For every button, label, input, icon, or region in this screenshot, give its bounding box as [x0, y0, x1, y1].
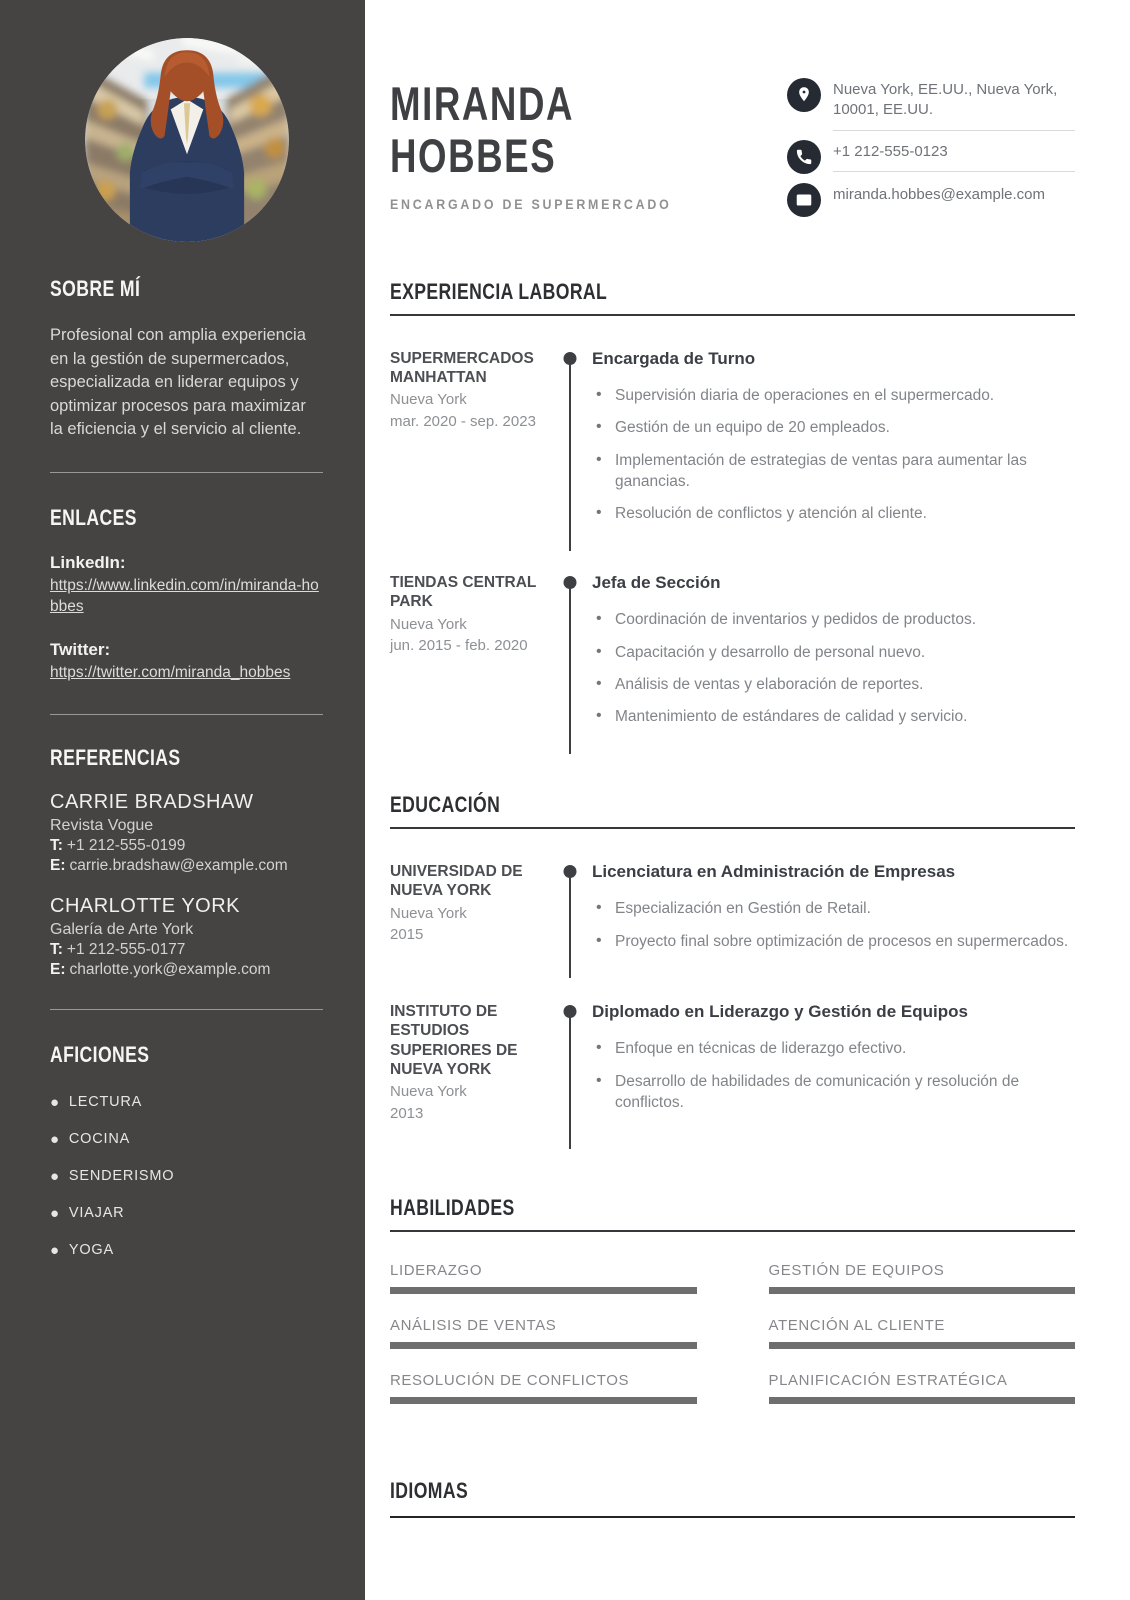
hobby-label: SENDERISMO	[68, 1168, 175, 1185]
skill-bar	[769, 1287, 1076, 1294]
role-subtitle: ENCARGADO DE SUPERMERCADO	[390, 197, 672, 213]
education-heading: EDUCACIÓN	[390, 791, 501, 817]
bullet-item: • Resolución de conflictos y atención al cliente.	[592, 503, 1075, 524]
link-item-twitter	[50, 640, 323, 684]
phone-icon	[787, 140, 821, 174]
reference-card	[50, 791, 323, 875]
phone-label: T:	[50, 836, 63, 854]
skill-item	[769, 1317, 1076, 1349]
skill-bar	[390, 1287, 697, 1294]
job-title: Encargada de Turno	[592, 348, 756, 368]
timeline-line	[569, 1014, 571, 1150]
company-location: Nueva York	[390, 615, 467, 633]
about-heading: SOBRE MÍ	[50, 276, 141, 301]
phone-value: +1 212-555-0199	[66, 836, 186, 854]
timeline	[548, 573, 592, 728]
hobby-item	[50, 1094, 323, 1111]
entry-dates: 2013	[390, 1104, 424, 1122]
email-label: E:	[50, 960, 66, 978]
page-title	[390, 78, 787, 181]
linkedin-label: LinkedIn:	[50, 552, 126, 572]
timeline-line	[569, 585, 571, 754]
hobby-label: COCINA	[68, 1131, 131, 1148]
contact-row-location	[787, 78, 1075, 131]
bullet-item: • Enfoque en técnicas de liderazgo efectivo.	[592, 1038, 1075, 1059]
bullet-item: • Supervisión diaria de operaciones en el supermercado.	[592, 385, 1075, 406]
school-location: Nueva York	[390, 1083, 467, 1101]
school-name: INSTITUTO DE ESTUDIOS SUPERIORES DE NUEVA YORK	[390, 1002, 518, 1079]
name-block	[390, 78, 787, 217]
reference-email	[50, 961, 323, 979]
bullet-item: • Coordinación de inventarios y pedidos de productos.	[592, 609, 1075, 630]
skill-bar	[769, 1342, 1076, 1349]
languages-heading: IDIOMAS	[390, 1478, 469, 1504]
company-location: Nueva York	[390, 391, 467, 409]
hobbies-heading: AFICIONES	[50, 1041, 150, 1067]
reference-name: CHARLOTTE YORK	[50, 894, 240, 917]
sidebar-references-section	[50, 745, 323, 1010]
skill-item	[769, 1372, 1076, 1404]
contact-row-email	[787, 183, 1075, 217]
section-heading-row	[390, 1195, 1075, 1232]
experience-entry	[390, 349, 1075, 525]
entry-dates: mar. 2020 - sep. 2023	[390, 412, 536, 430]
skill-bar	[390, 1342, 697, 1349]
sidebar-links-section	[50, 505, 323, 715]
bullet-icon: ●	[50, 1167, 60, 1185]
entry-detail	[592, 1002, 1075, 1124]
skills-heading: HABILIDADES	[390, 1195, 515, 1221]
skill-label: LIDERAZGO	[390, 1262, 483, 1280]
skill-label: GESTIÓN DE EQUIPOS	[768, 1262, 945, 1280]
entry-meta	[390, 573, 548, 728]
skill-item	[390, 1372, 697, 1404]
degree-title: Diplomado en Liderazgo y Gestión de Equipos	[592, 1001, 968, 1021]
link-item-linkedin	[50, 553, 323, 618]
skill-label: ATENCIÓN AL CLIENTE	[768, 1317, 945, 1335]
experience-section	[390, 279, 1075, 728]
experience-entry	[390, 573, 1075, 728]
contact-email-text: miranda.hobbes@example.com	[833, 185, 1045, 203]
reference-phone	[50, 941, 323, 959]
phone-value: +1 212-555-0177	[66, 940, 186, 958]
contact-block	[787, 78, 1075, 217]
languages-section	[390, 1478, 1075, 1518]
timeline	[548, 862, 592, 952]
bullet-item: • Proyecto final sobre optimización de procesos en supermercados.	[592, 931, 1075, 952]
skill-bar	[390, 1397, 697, 1404]
bullet-icon: ●	[50, 1241, 60, 1259]
hobby-label: LECTURA	[68, 1094, 143, 1111]
sidebar-divider	[50, 472, 323, 473]
email-icon	[787, 183, 821, 217]
profile-photo	[85, 38, 289, 242]
location-icon	[787, 78, 821, 112]
bullet-item: • Capacitación y desarrollo de personal nuevo.	[592, 642, 1075, 663]
contact-location-text: Nueva York, EE.UU., Nueva York, 10001, EE.UU.	[833, 78, 1075, 131]
contact-row-phone	[787, 140, 1075, 174]
entry-detail	[592, 349, 1075, 525]
bullet-item: • Mantenimiento de estándares de calidad y servicio.	[592, 706, 1075, 727]
entry-dates: jun. 2015 - feb. 2020	[390, 637, 528, 655]
bullet-list	[592, 609, 1075, 728]
sidebar-divider	[50, 1009, 323, 1010]
profile-photo-illustration	[85, 38, 289, 242]
job-title: Jefa de Sección	[592, 572, 721, 592]
skill-item	[390, 1317, 697, 1349]
twitter-link[interactable]: https://twitter.com/miranda_hobbes	[50, 663, 291, 681]
bullet-item: • Gestión de un equipo de 20 empleados.	[592, 417, 1075, 438]
experience-heading: EXPERIENCIA LABORAL	[390, 278, 608, 304]
entry-dates: 2015	[390, 926, 424, 943]
bullet-item: • Desarrollo de habilidades de comunicación y resolución de conflictos.	[592, 1071, 1075, 1114]
entry-meta	[390, 349, 548, 525]
entry-detail	[592, 573, 1075, 728]
email-value: charlotte.york@example.com	[69, 960, 271, 978]
timeline	[548, 1002, 592, 1124]
sidebar-hobbies-section	[50, 1042, 323, 1259]
reference-phone	[50, 837, 323, 855]
bullet-item: • Análisis de ventas y elaboración de reportes.	[592, 674, 1075, 695]
links-heading: ENLACES	[50, 504, 137, 530]
hobby-item	[50, 1205, 323, 1222]
reference-org: Revista Vogue	[50, 816, 154, 834]
skill-label: RESOLUCIÓN DE CONFLICTOS	[390, 1372, 630, 1390]
twitter-label: Twitter:	[50, 639, 111, 659]
bullet-list	[592, 1038, 1075, 1113]
hobby-item	[50, 1168, 323, 1185]
entry-detail	[592, 862, 1075, 952]
reference-card	[50, 895, 323, 979]
section-heading-row	[390, 1478, 1075, 1518]
reference-email	[50, 857, 323, 875]
bullet-icon: ●	[50, 1130, 60, 1148]
bullet-list	[592, 898, 1075, 952]
skills-grid	[390, 1262, 1075, 1404]
hobby-item	[50, 1242, 323, 1259]
hobby-item	[50, 1131, 323, 1148]
contact-phone-text: +1 212-555-0123	[833, 140, 1075, 173]
phone-label: T:	[50, 940, 63, 958]
sidebar-divider	[50, 714, 323, 715]
education-entry	[390, 862, 1075, 952]
hobby-label: YOGA	[68, 1242, 114, 1259]
email-value: carrie.bradshaw@example.com	[69, 856, 288, 874]
school-location: Nueva York	[390, 904, 467, 922]
bullet-icon: ●	[50, 1204, 60, 1222]
first-name: MIRANDA	[390, 77, 575, 130]
timeline-line	[569, 874, 571, 978]
degree-title: Licenciatura en Administración de Empresas	[592, 861, 956, 881]
sidebar-about-section	[50, 276, 323, 473]
header	[390, 78, 1075, 217]
company-name: TIENDAS CENTRAL PARK	[390, 573, 537, 611]
skill-bar	[769, 1397, 1076, 1404]
references-heading: REFERENCIAS	[50, 744, 181, 770]
bullet-list	[592, 385, 1075, 525]
sidebar	[0, 0, 365, 1600]
hobby-list	[50, 1094, 323, 1259]
skill-label: PLANIFICACIÓN ESTRATÉGICA	[768, 1372, 1008, 1390]
email-label: E:	[50, 856, 66, 874]
company-name: SUPERMERCADOS MANHATTAN	[390, 349, 534, 386]
skills-section	[390, 1195, 1075, 1404]
entry-meta	[390, 1002, 548, 1124]
education-entry	[390, 1002, 1075, 1124]
main-content	[365, 0, 1130, 1600]
bullet-item: • Implementación de estrategias de ventas para aumentar las ganancias.	[592, 450, 1075, 493]
skill-item	[390, 1262, 697, 1294]
section-heading-row	[390, 792, 1075, 829]
timeline	[548, 349, 592, 525]
timeline-line	[569, 361, 571, 551]
last-name: HOBBES	[390, 128, 557, 182]
hobby-label: VIAJAR	[68, 1205, 125, 1222]
school-name: UNIVERSIDAD DE NUEVA YORK	[390, 862, 523, 900]
education-section	[390, 792, 1075, 1124]
bullet-item: • Especialización en Gestión de Retail.	[592, 898, 1075, 919]
linkedin-link[interactable]: https://www.linkedin.com/in/miranda-hobbes	[50, 576, 319, 615]
skill-item	[769, 1262, 1076, 1294]
reference-org: Galería de Arte York	[50, 920, 194, 938]
bullet-icon: ●	[50, 1093, 60, 1111]
entry-meta	[390, 862, 548, 952]
section-heading-row	[390, 279, 1075, 316]
about-text: Profesional con amplia experiencia en la gestión de supermercados, especializada en liderar equipos y optimizar procesos para maximizar la eficiencia y el servicio al cliente.	[50, 326, 306, 439]
reference-name: CARRIE BRADSHAW	[50, 790, 254, 813]
skill-label: ANÁLISIS DE VENTAS	[390, 1317, 557, 1335]
